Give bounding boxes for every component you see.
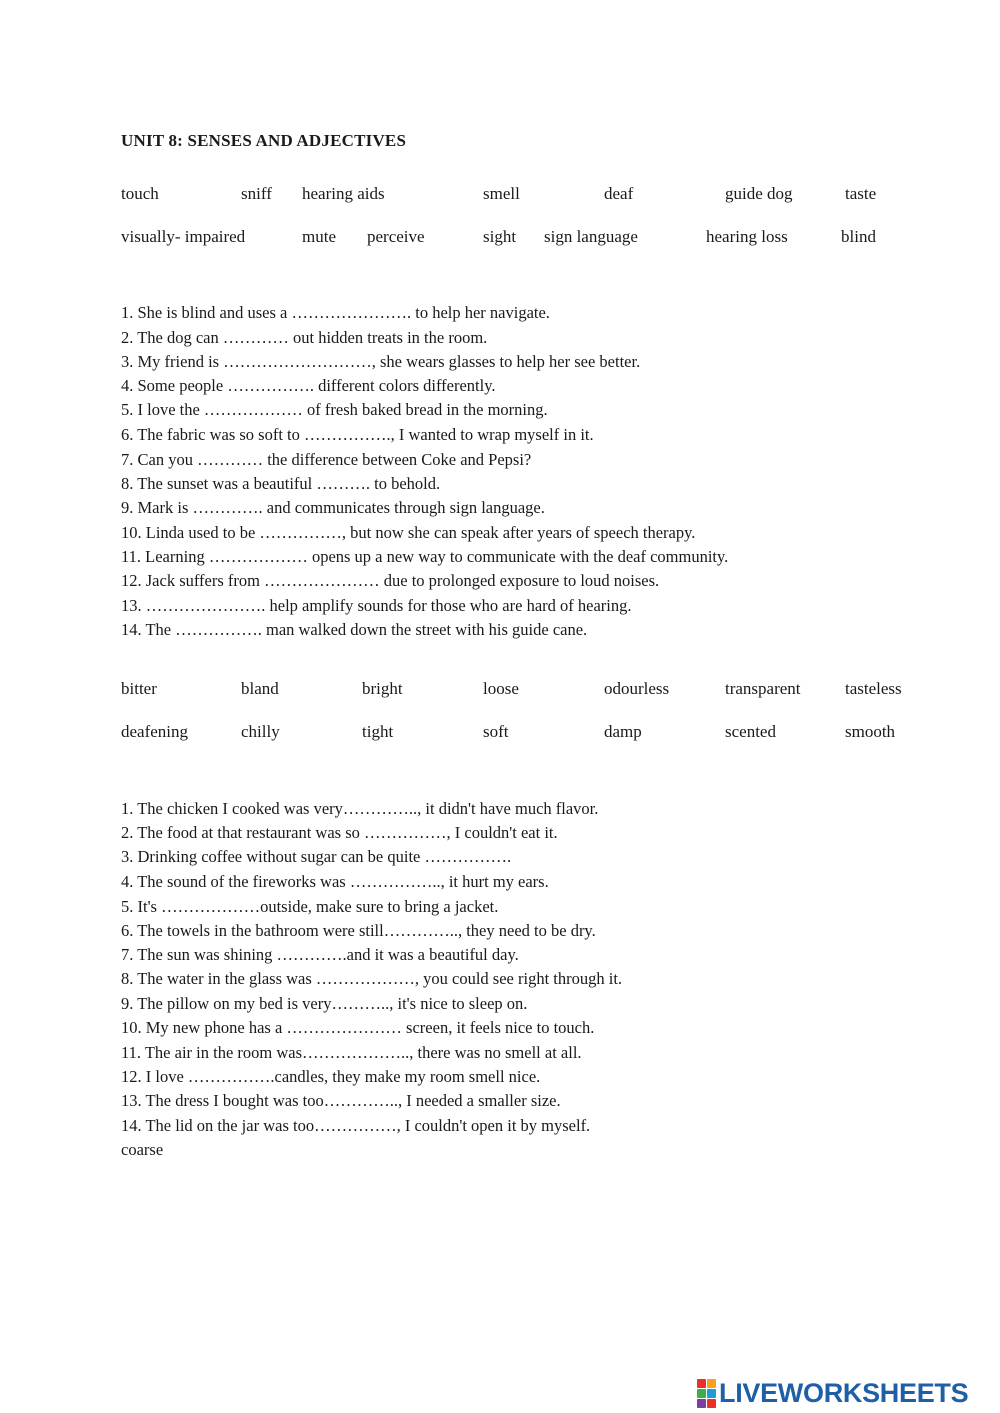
- word-bank-item: deaf: [604, 184, 634, 203]
- word-bank-item: hearing loss: [706, 227, 788, 246]
- word-bank-item: sight: [483, 227, 517, 246]
- exercise-1-sentence: 7. Can you ………… the difference between Coke and Pepsi?: [121, 450, 532, 469]
- logo-tile-icon: [697, 1399, 706, 1408]
- exercise-2-sentence: 1. The chicken I cooked was very………….., it didn't have much flavor.: [121, 799, 599, 818]
- word-bank-item: soft: [483, 722, 509, 741]
- word-bank-item: scented: [725, 722, 776, 741]
- word-bank-item: touch: [121, 184, 159, 203]
- exercise-1-sentence: 2. The dog can ………… out hidden treats in the room.: [121, 328, 488, 347]
- logo-tile-icon: [697, 1389, 706, 1398]
- word-bank-item: guide dog: [725, 184, 793, 203]
- page-title: UNIT 8: SENSES AND ADJECTIVES: [121, 131, 407, 150]
- exercise-1-sentence: 14. The ……………. man walked down the street with his guide cane.: [121, 620, 588, 639]
- exercise-2-sentence: 4. The sound of the fireworks was …………….., it hurt my ears.: [121, 872, 549, 891]
- exercise-1-sentence: 10. Linda used to be ……………, but now she can speak after years of speech therapy.: [121, 523, 696, 542]
- word-bank-item: odourless: [604, 679, 670, 698]
- logo-tile-icon: [707, 1399, 716, 1408]
- exercise-1-sentence: 1. She is blind and uses a …………………. to help her navigate.: [121, 303, 550, 322]
- exercise-1-sentence: 12. Jack suffers from ………………… due to prolonged exposure to loud noises.: [121, 571, 660, 590]
- exercise-2-sentence: 5. It's ………………outside, make sure to bring a jacket.: [121, 897, 499, 916]
- exercise-2-sentence: 2. The food at that restaurant was so ……………, I couldn't eat it.: [121, 823, 558, 842]
- exercise-2-sentence: 8. The water in the glass was ………………, you could see right through it.: [121, 969, 623, 988]
- exercise-2-sentence: 7. The sun was shining ………….and it was a beautiful day.: [121, 945, 519, 964]
- exercise-1-sentence: 5. I love the ……………… of fresh baked bread in the morning.: [121, 400, 548, 419]
- exercise-2-sentence: 3. Drinking coffee without sugar can be quite …………….: [121, 847, 512, 866]
- word-bank-item: chilly: [241, 722, 280, 741]
- exercise-2-sentence: 10. My new phone has a ………………… screen, it feels nice to touch.: [121, 1018, 595, 1037]
- exercise-2-sentence: 13. The dress I bought was too………….., I needed a smaller size.: [121, 1091, 561, 1110]
- logo-tile-icon: [697, 1379, 706, 1388]
- word-bank-item: tasteless: [845, 679, 902, 698]
- word-bank-item: deafening: [121, 722, 189, 741]
- word-bank-item: hearing aids: [302, 184, 385, 203]
- word-bank-item: sniff: [241, 184, 272, 203]
- logo-mark-icon: [697, 1379, 716, 1408]
- liveworksheets-logo[interactable]: [697, 1377, 968, 1409]
- exercise-2-sentence: 6. The towels in the bathroom were still………….., they need to be dry.: [121, 921, 596, 940]
- exercise-2-sentence: 12. I love …………….candles, they make my room smell nice.: [121, 1067, 541, 1086]
- exercise-1-sentence: 4. Some people ……………. different colors differently.: [121, 376, 496, 395]
- extra-word: coarse: [121, 1140, 164, 1159]
- word-bank-item: mute: [302, 227, 336, 246]
- word-bank-item: smell: [483, 184, 520, 203]
- word-bank-item: taste: [845, 184, 877, 203]
- exercise-1-sentence: 8. The sunset was a beautiful ………. to behold.: [121, 474, 441, 493]
- word-bank-item: tight: [362, 722, 394, 741]
- brand-name: LIVEWORKSHEETS: [719, 1377, 969, 1408]
- exercise-1-sentence: 6. The fabric was so soft to ……………., I wanted to wrap myself in it.: [121, 425, 594, 444]
- exercise-1-sentence: 11. Learning ……………… opens up a new way to communicate with the deaf community.: [121, 547, 729, 566]
- exercise-1-sentence: 9. Mark is …………. and communicates through sign language.: [121, 498, 545, 517]
- word-bank-item: bitter: [121, 679, 157, 698]
- exercise-2-sentence: 9. The pillow on my bed is very……….., it's nice to sleep on.: [121, 994, 528, 1013]
- word-bank-item: loose: [483, 679, 519, 698]
- word-bank-item: sign language: [544, 227, 638, 246]
- exercise-2-sentence: 14. The lid on the jar was too……………, I couldn't open it by myself.: [121, 1116, 591, 1135]
- word-bank-item: perceive: [367, 227, 425, 246]
- word-bank-item: visually- impaired: [121, 227, 246, 246]
- word-bank-item: blind: [841, 227, 876, 246]
- exercise-1-sentence: 13. …………………. help amplify sounds for those who are hard of hearing.: [121, 596, 632, 615]
- word-bank-item: bright: [362, 679, 403, 698]
- word-bank-item: transparent: [725, 679, 801, 698]
- exercise-1-sentence: 3. My friend is ………………………, she wears glasses to help her see better.: [121, 352, 641, 371]
- logo-tile-icon: [707, 1379, 716, 1388]
- word-bank-item: bland: [241, 679, 279, 698]
- logo-tile-icon: [707, 1389, 716, 1398]
- exercise-2-sentence: 11. The air in the room was……………….., there was no smell at all.: [121, 1043, 582, 1062]
- word-bank-item: smooth: [845, 722, 896, 741]
- word-bank-item: damp: [604, 722, 642, 741]
